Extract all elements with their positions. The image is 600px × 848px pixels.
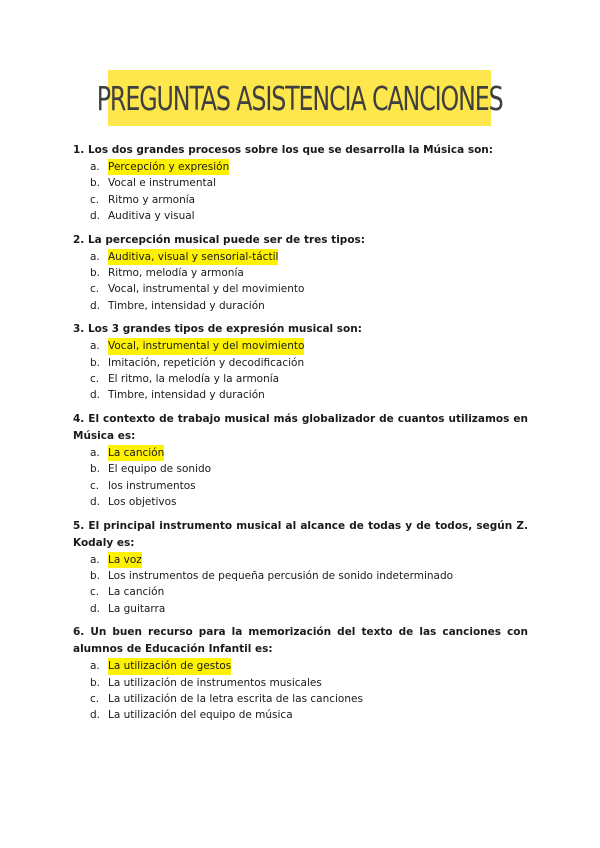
question-text: 1. Los dos grandes procesos sobre los que se desarrolla la Música son: — [73, 144, 493, 156]
option-text-correct: La voz — [108, 552, 142, 568]
option-text: Ritmo, melodía y armonía — [108, 267, 244, 280]
question-text: 2. La percepción musical puede ser de tres tipos: — [73, 233, 365, 246]
option-text: Ritmo y armonía — [108, 193, 196, 206]
option-b — [73, 461, 528, 477]
option-letter: b. — [90, 463, 101, 476]
option-c — [73, 371, 528, 387]
option-text-correct: Auditiva, visual y sensorial-táctil — [108, 249, 278, 265]
option-text: Auditiva y visual — [108, 210, 195, 223]
option-letter: d. — [90, 210, 101, 223]
option-letter: a. — [90, 161, 100, 173]
option-a — [73, 658, 528, 674]
option-text: La guitarra — [108, 602, 166, 615]
option-b — [73, 568, 528, 584]
option-c — [73, 584, 528, 600]
option-letter: a. — [90, 250, 100, 263]
question-text: 5. El principal instrumento musical al alcance de todas y de todos, según Z. Kodaly es: — [73, 519, 528, 549]
option-c — [73, 281, 528, 297]
option-letter: c. — [90, 373, 100, 386]
option-list — [73, 159, 528, 225]
option-letter: b. — [90, 676, 101, 689]
option-list — [73, 658, 528, 724]
option-text: Los instrumentos de pequeña percusión de sonido indeterminado — [108, 569, 454, 582]
option-text-correct: La utilización de gestos — [108, 658, 231, 674]
option-a — [73, 159, 528, 175]
option-b — [73, 175, 528, 191]
option-list — [73, 552, 528, 618]
option-text-correct: Vocal, instrumental y del movimiento — [108, 338, 304, 354]
option-a — [73, 552, 528, 568]
option-letter: a. — [90, 660, 100, 673]
option-d — [73, 707, 528, 723]
option-d — [73, 494, 528, 510]
option-a — [73, 338, 528, 354]
question-text: 6. Un buen recurso para la memorización del texto de las canciones con alumnos de Educación Infantil es: — [73, 626, 528, 656]
option-letter: b. — [90, 267, 101, 280]
option-letter: a. — [90, 446, 100, 459]
question-6 — [73, 624, 528, 724]
option-letter: c. — [90, 692, 100, 705]
option-b — [73, 355, 528, 371]
option-letter: c. — [90, 479, 100, 492]
option-letter: b. — [90, 569, 101, 582]
option-letter: c. — [90, 283, 100, 296]
option-letter: d. — [90, 709, 101, 722]
option-letter: c. — [90, 193, 100, 206]
option-a — [73, 249, 528, 265]
option-text: Timbre, intensidad y duración — [108, 389, 265, 402]
question-3 — [73, 321, 528, 404]
option-b — [73, 265, 528, 281]
question-text: 3. Los 3 grandes tipos de expresión musical son: — [73, 323, 362, 336]
title-banner — [96, 70, 503, 126]
option-text: Los objetivos — [108, 496, 177, 509]
option-text: La utilización de instrumentos musicales — [108, 676, 322, 689]
option-letter: c. — [90, 586, 100, 599]
option-d — [73, 208, 528, 224]
option-d — [73, 601, 528, 617]
question-5 — [73, 518, 528, 618]
option-list — [73, 249, 528, 315]
question-1 — [73, 142, 528, 225]
option-letter: b. — [90, 356, 101, 369]
option-c — [73, 192, 528, 208]
option-text: El ritmo, la melodía y la armonía — [108, 373, 280, 386]
option-letter: d. — [90, 602, 101, 615]
page-title: PREGUNTAS ASISTENCIA CANCIONES — [96, 78, 503, 118]
option-text: La utilización del equipo de música — [108, 709, 293, 722]
option-text: Vocal, instrumental y del movimiento — [108, 283, 305, 296]
option-d — [73, 298, 528, 314]
option-c — [73, 691, 528, 707]
option-letter: d. — [90, 389, 101, 402]
option-letter: a. — [90, 340, 100, 353]
option-b — [73, 675, 528, 691]
option-text: Vocal e instrumental — [108, 177, 216, 190]
option-c — [73, 478, 528, 494]
option-letter: a. — [90, 553, 100, 566]
option-text-correct: La canción — [108, 445, 164, 461]
option-letter: d. — [90, 299, 101, 312]
option-list — [73, 338, 528, 404]
question-text: 4. El contexto de trabajo musical más globalizador de cuantos utilizamos en Música es: — [73, 412, 528, 442]
option-list — [73, 445, 528, 511]
option-text: La canción — [108, 586, 165, 599]
option-letter: d. — [90, 496, 101, 509]
option-letter: b. — [90, 177, 101, 190]
question-list — [73, 142, 528, 731]
option-text-correct: Percepción y expresión — [108, 159, 229, 175]
option-text: La utilización de la letra escrita de las canciones — [108, 692, 363, 705]
option-text: El equipo de sonido — [108, 463, 212, 476]
question-4 — [73, 411, 528, 511]
option-text: los instrumentos — [108, 479, 196, 492]
option-text: Imitación, repetición y decodificación — [108, 356, 305, 369]
option-text: Timbre, intensidad y duración — [108, 299, 265, 312]
option-a — [73, 445, 528, 461]
question-2 — [73, 232, 528, 315]
option-d — [73, 387, 528, 403]
